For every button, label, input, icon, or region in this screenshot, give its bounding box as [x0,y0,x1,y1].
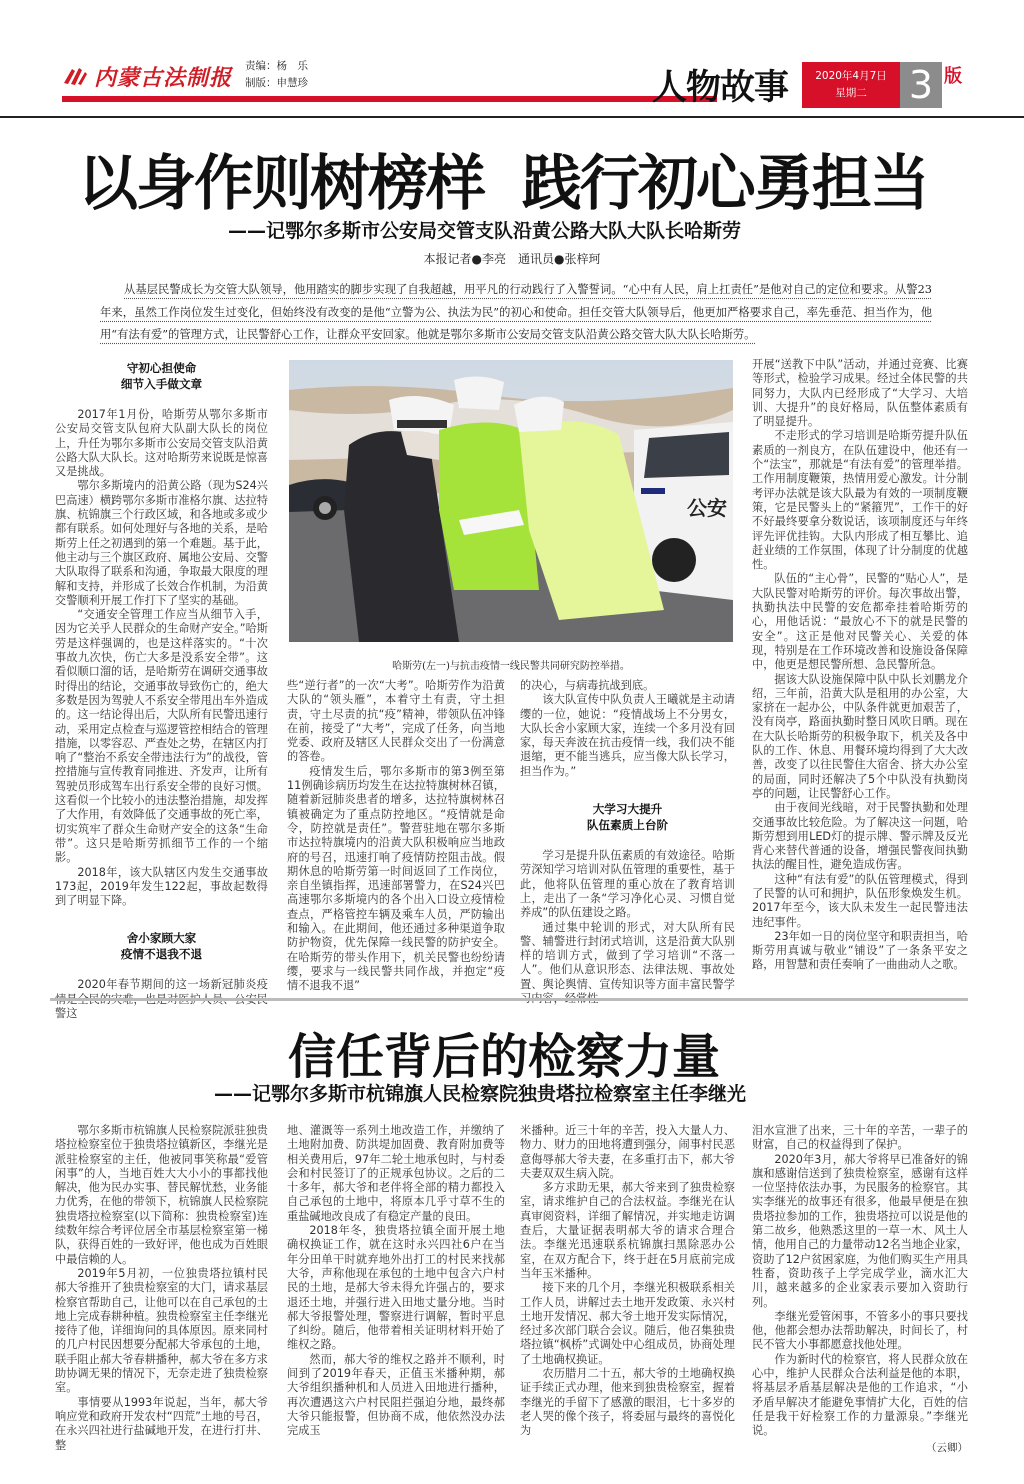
subheading-line: 守初心担使命 [126,361,197,375]
paragraph: 不走形式的学习培训是哈斯劳提升队伍素质的一剂良方，在队伍建设中，他还有一个“法宝”，那就是“有法有爱”的管理举措。工作用制度鞭策，热情用爱心激发。计分制考评办法就是该大队最为有效的一项制度鞭策，它是民警头上的“紧箍咒”，工作干的好不好最终要拿分数说话，该项制度还与年终评先评优挂钩。大队内形成了相互攀比、追赶业绩的工作氛围，体现了计分制度的优越性。 [752,429,968,572]
article2-headline: 信任背后的检察力量 [288,1029,721,1085]
paragraph: 2018年，该大队辖区内发生交通事故173起，2019年发生122起，事故起数得到了明显下降。 [55,865,268,908]
article1-column-4 [752,358,968,973]
paragraph: 鄂尔多斯市杭锦旗人民检察院派驻独贵塔拉检察室位于独贵塔拉镇新区，李继光是派驻检察室的主任，他被同事笑称最“爱管闲事”的人，当地百姓大大小小的事都找他解决，他为民办实事、替民解忧愁，业务能力优秀，在他的带领下，杭锦旗人民检察院独贵塔拉检察室(以下简称：独贵检察室)连续数年综合考评位居全市基层检察室第一梯队，获得百姓的一致好评，他也成为百姓眼中最信赖的人。 [55,1124,268,1266]
paragraph: 2019年5月初，一位独贵塔拉镇村民郝大爷推开了独贵检察室的大门，请求基层检察官帮助自己，让他可以在自己承包的土地上完成春耕种植。独贵检察室主任李继光接待了他，详细询问的具体原因。原来同村的几户村民因想要分配郝大爷承包的土地，联手阻止郝大爷春耕播种，郝大爷在多方求助协调无果的情况下，无奈走进了独贵检察室。 [55,1266,268,1395]
paragraph: 23年如一日的岗位坚守和职责担当，哈斯劳用真诚与敬业“铺设”了一条条平安之路，用智慧和责任奏响了一曲曲动人之歌。 [752,929,968,972]
newspaper-logo [62,58,232,94]
layout-editor-name: 制版：申慧珍 [245,77,308,89]
article2-column-3 [520,1124,735,1439]
article2-subtitle: ——记鄂尔多斯市杭锦旗人民检察院独贵塔拉检察室主任李继光 [214,1083,747,1105]
paragraph: 疫情发生后，鄂尔多斯市的第3例至第11例确诊病历均发生在达拉特旗树林召镇，随着新冠肺炎患者的增多，达拉特旗树林召镇被确定为了重点防控地区。“疫情就是命令，防控就是责任”。警营驻地在鄂尔多斯市达拉特旗境内的沿黄大队积极响应当地政府的号召，迅速打响了疫情防控阻击战。假期休息的哈斯劳第一时间返回了工作岗位，亲自坐镇指挥，迅速部署警力，在S24兴巴高速鄂尔多斯境内的各个出入口设立疫情检查点，严格管控车辆及乘车人员，严防输出和输入。在此期间，他还通过多种渠道争取防护物资，优先保障一线民警的防护安全。在哈斯劳的带头作用下，机关民警也纷纷请缨，要求与一线民警共同作战，并抱定“疫情不退我不退” [287,764,505,993]
paragraph: 鄂尔多斯境内的沿黄公路（现为S24兴巴高速）横跨鄂尔多斯市准格尔旗、达拉特旗、杭锦旗三个行政区域，和各地或多或少都有联系。如何处理好与各地的关系，是哈斯劳上任之初遇到的第一个难题。基于此，他主动与三个旗区政府、属地公安局、交警大队取得了联系和沟通，争取最大限度的理解和支持，并形成了长效合作机制，为沿黄交警顺利开展工作打下了坚实的基础。 [55,479,268,607]
paragraph: 据该大队设施保障中队中队长刘鹏龙介绍，三年前，沿黄大队是租用的办公室，大家挤在一起办公，中队条件就更加艰苦了，没有岗亭，路面执勤时整日风吹日晒。现在在大队长哈斯劳的积极争取下，机关及各中队的工作、休息、用餐环境均得到了大大改善，改变了以往民警住大宿舍、挤大办公室的局面，同时还解决了5个中队没有执勤岗亭的问题，让民警舒心工作。 [752,672,968,800]
paragraph: 多方求助无果，郝大爷来到了独贵检察室，请求维护自己的合法权益。李继光在认真审阅资料，详细了解情况，并实地走访调查后，大量证据表明郝大爷的请求合理合法。李继光迅速联系杭锦旗扫黑除恶办公室，在双方配合下，终于赶在5月底前完成当年玉米播种。 [520,1181,735,1280]
date-box [802,62,900,108]
subheading [520,801,735,833]
article1-headline: 以身作则树榜样 践行初心勇担当 [78,149,928,219]
article1-column-3 [520,679,735,1006]
paragraph-continued: 泪水宣泄了出来，三十年的辛苦，一辈子的财富，自己的权益得到了保护。 [752,1124,968,1152]
paragraph: 作为新时代的检察官，将人民群众放在心中，维护人民群众合法利益是他的本职，将基层矛盾基层解决是他的工作追求，“小矛盾早解决才能避免事情扩大化，百姓的信任是我干好检察工作的力量源泉。”李继光说。 [752,1352,968,1438]
article1-column-1 [55,358,268,1021]
article1-photo [289,360,733,642]
paragraph: 由于夜间光线暗，对于民警执勤和处理交通事故比较危险。为了解决这一问题，哈斯劳想到用LED灯的提示牌、警示牌及反光背心来替代普通的设备，增强民警夜间执勤执法的醒目性，避免造成伤害。 [752,801,968,872]
paragraph-continued: 开展“送教下中队”活动，并通过竞赛、比赛等形式，检验学习成果。经过全体民警的共同努力，大队内已经形成了“大学习、大培训、大提升”的良好格局，队伍整体素质有了明显提升。 [752,358,968,429]
paragraph: 学习是提升队伍素质的有效途径。哈斯劳深知学习培训对队伍管理的重要性，基于此，他将队伍管理的重心放在了教育培训上，走出了一条“学习净化心灵、习惯自觉养成”的队伍建设之路。 [520,849,735,920]
paragraph: 2017年1月份，哈斯劳从鄂尔多斯市公安局交管支队包府大队副大队长的岗位上，升任为鄂尔多斯市公安局交管支队沿黄公路大队大队长。这对哈斯劳来说既是惊喜又是挑战。 [55,408,268,479]
paragraph: 然而，郝大爷的维权之路并不顺利，时间到了2019年春天，正值玉米播种期，郝大爷组织播种机和人员进入田地进行播种，再次遭遇这六户村民阻拦强迫分地，最终郝大爷只能报警，但协商不成，他依然没办法完成玉 [287,1352,505,1438]
article2-column-1 [55,1124,268,1453]
article1-byline: 本报记者●李亮 通讯员●张梓珂 [423,252,601,266]
article-divider [50,998,968,1001]
paragraph-continued: 些“逆行者”的一次“大考”。哈斯劳作为沿黄大队的“领头雁”，本着守土有责，守土担责，守土尽责的抗“疫”精神，带领队伍冲锋在前，接受了“大考”，完成了任务，向当地党委、政府及辖区人民群众交出了一份满意的答卷。 [287,679,505,764]
issue-date: 2020年4月7日 [815,70,887,82]
page-number: 3 [900,62,942,108]
subheading-line: 大学习大提升 [592,802,663,817]
header-divider [0,116,1024,118]
subheading [55,930,268,962]
article1-column-2 [287,679,505,994]
paragraph: 队伍的“主心骨”，民警的“贴心人”，是大队民警对哈斯劳的评价。每次事故出警，执勤执法中民警的安危都牵挂着哈斯劳的心，用他话说：“最放心不下的就是民警的安全”。这正是他对民警关心、关爱的体现，特别是在工作环境改善和设施设备保障中，他更是想民警所想、急民警所急。 [752,572,968,672]
paragraph: 2018年冬，独贵塔拉镇全面开展土地确权换证工作，就在这时永兴四社6户在当年分田单干时就弃地外出打工的村民来找郝大爷，声称他现在承包的土地中包含六户村民的土地，是郝大爷未得允许强占的，要求退还土地，并强行进入田地丈量分地。当时郝大爷报警处理，警察进行调解，暂时平息了纠纷。随后，他带着相关证明材料开始了维权之路。 [287,1224,505,1352]
paragraph: 接下来的几个月，李继光积极联系相关工作人员，讲解过去土地开发政策、永兴村土地开发情况、郝大爷土地开发实际情况，经过多次部门联合会议。随后，他召集独贵塔拉镇“枫桥”式调处中心组成员，协商处理了土地确权换证。 [520,1281,735,1366]
paragraph: 2020年3月，郝大爷将早已准备好的锦旗和感谢信送到了独贵检察室，感谢有这样一位坚持依法办事，为民服务的检察官。其实李继光的故事还有很多，他最早便是在独贵塔拉参加的工作，独贵塔拉可以说是他的第二故乡，他熟悉这里的一草一木、风土人情，他用自己的力量带动12名当地企业家，资助了12户贫困家庭，为他们购买生产用具牲畜，资助孩子上学完成学业，滴水汇大川，越来越多的企业家表示要加入资助行列。 [752,1152,968,1309]
editor-credits [245,58,308,92]
subheading-line: 细节入手做文章 [120,377,203,391]
paragraph: “交通安全管理工作应当从细节入手，因为它关乎人民群众的生命财产安全。”哈斯劳是这样强调的，也是这样落实的。“十次事故九次快，伤亡大多是没系安全带”。这看似顺口溜的话，是哈斯劳在调研交通事故时得出的结论，交通事故导致伤亡的，绝大多数是因为驾驶人不系安全带甩出车外造成的。这一结论得出后，大队所有民警迅速行动，采用定点检查与巡逻管控相结合的管理措施，以零容忍、严查处之势，在辖区内打响了“整治不系安全带违法行为”的战役，管控措施与宣传教育同推进、齐发声，让所有驾驶员形成驾车出行系安全带的良好习惯。这看似一个比较小的违法整治措施，却发挥了大作用，有效降低了交通事故的死亡率，切实筑牢了群众生命财产安全的这条“生命带”。这只是哈斯劳抓细节工作的一个缩影。 [55,608,268,865]
paragraph: 这种“有法有爱”的队伍管理模式，得到了民警的认可和拥护，队伍形象焕发生机。2017年至今，该大队未发生一起民警违法违纪事件。 [752,872,968,929]
paragraph: 事情要从1993年说起，当年，郝大爷响应党和政府开发农村“四荒”土地的号召，在永兴四社进行盐碱地开发，在进行打井、整 [55,1395,268,1452]
article2-column-2 [287,1124,505,1439]
article1-subtitle: ——记鄂尔多斯市公安局交管支队沿黄公路大队大队长哈斯劳 [228,220,742,242]
subheading-line: 疫情不退我不退 [120,947,203,962]
article2-signature: （云卿） [926,1441,968,1454]
subheading [55,360,268,392]
editor-name: 责编：杨 乐 [245,60,308,72]
logo-text: 内蒙古法制报 [94,64,233,91]
article1-abstract: 从基层民警成长为交管大队领导，他用踏实的脚步实现了自我超越，用平凡的行动践行了入警誓词。“心中有人民，肩上扛责任”是他对自己的定位和要求。从警23年来，虽然工作岗位发生过变化，但始终没有改变的是他“立警为公、执法为民”的初心和使命。担任交管大队领导后，他更加严格要求自己，率先垂范、担当作为，他用“有法有爱”的管理方式，让民警舒心工作，让群众平安回家。他就是鄂尔多斯市公安局交管支队沿黄公路交管大队大队长哈斯劳。 [100,283,932,341]
header-red-rule [62,96,717,102]
article2-column-4 [752,1124,968,1455]
paragraph: 2020年春节期间的这一场新冠肺炎疫 警这 [55,978,268,1020]
paragraph: 农历腊月二十五，郝大爷的土地确权换证手续正式办理，他来到独贵检察室，握着李继光的手留下了感激的眼泪，七十多岁的老人哭的像个孩子，将委屈与最终的喜悦化为 [520,1367,735,1438]
issue-weekday: 星期二 [835,87,867,99]
paragraph-continued: 米播种。近三十年的辛苦，投入大量人力、物力、财力的田地将遭到强分，闹事村民恶意侮辱郝大爷夫妻，在多重打击下，郝大爷夫妻双双生病入院。 [520,1124,735,1180]
page-suffix: 版 [944,66,962,87]
article1-photo-caption: 哈斯劳(左一)与抗击疫情一线民警共同研究防控举措。 [392,661,630,672]
subheading-line: 舍小家顾大家 [126,931,197,946]
paragraph: 该大队宣传中队负责人王曦就是主动请缨的一位，她说：“疫情战场上不分男女，大队长舍小家顾大家，连续一个多月没有回家，每天奔波在抗击疫情一线，我们决不能退缩，更不能当逃兵，应当像大队长学习，担当作为。” [520,693,735,778]
paragraph-continued: 地、灌溉等一系列土地改造工作，并缴纳了土地附加费、防洪堤加固费、教育附加费等相关费用后，97年二轮土地承包时，与村委会和村民签订了的正规承包协议。之后的二十多年，郝大爷和老伴将全部的精力都投入自己承包的土地中，将原本几乎寸草不生的重盐碱地改良成了有稳定产量的良田。 [287,1124,505,1223]
photo-car-sign: 公安 [687,496,727,520]
subheading-line: 队伍素质上台阶 [586,818,669,833]
paragraph: 通过集中轮训的形式，对大队所有民警、辅警进行封闭式培训，这是沿黄大队别样的培训方式，做到了学习培训“不落一人”。他们从意识形态、法律法规、事故处置、舆论舆情、宣传知识等方面丰富民警学 [520,920,735,991]
logo-mark-icon [62,65,88,87]
police-officers-photo [289,360,733,642]
paragraph: 李继光爱管闲事，不管多小的事只要找他，他都会想办法帮助解决，时间长了，村民不管大小事都愿意找他处理。 [752,1309,968,1352]
paragraph-continued: 的决心，与病毒抗战到底。 [520,679,655,692]
section-title: 人物故事 [652,68,789,108]
